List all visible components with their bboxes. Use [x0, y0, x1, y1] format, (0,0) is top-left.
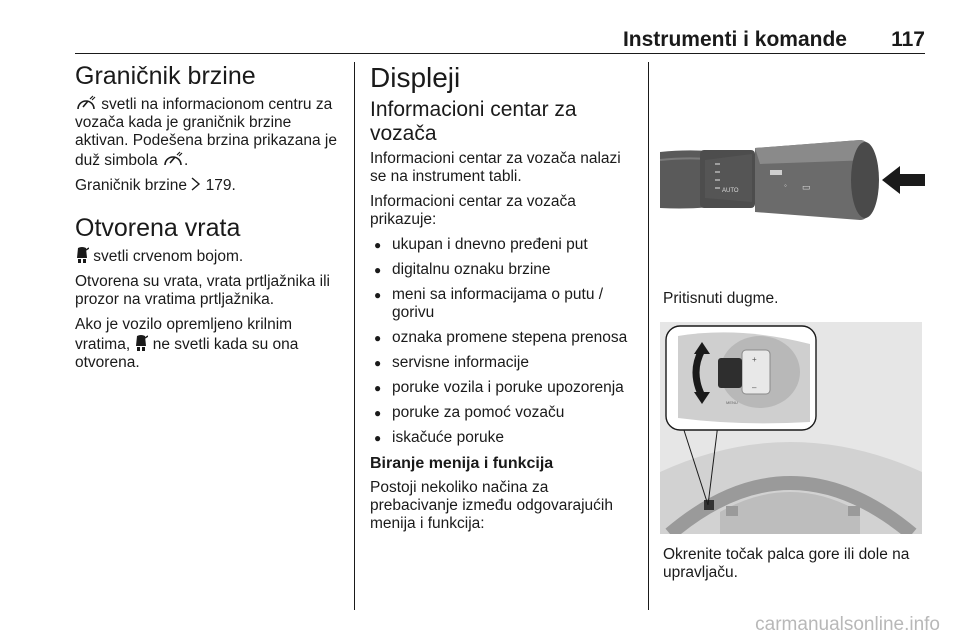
list-item: ● oznaka promene stepena prenosa	[370, 329, 638, 347]
stalk-auto-label: AUTO	[722, 188, 739, 194]
displays-heading: Displeji	[370, 62, 461, 93]
page-number: 117	[891, 28, 925, 51]
displays-text-1: Informacioni centar za vozača nalazi se na instrument tabli.	[370, 150, 621, 185]
list-item: ● iskačuće poruke	[370, 429, 638, 447]
figure-2-caption: Okrenite točak palca gore ili dole na upravljaču.	[663, 546, 910, 581]
reference-page: 179.	[201, 177, 236, 194]
reference-label: Graničnik brzine	[75, 177, 192, 194]
cross-reference-arrow-icon	[191, 177, 201, 191]
list-item: ● digitalnu oznaku brzine	[370, 261, 638, 279]
speed-limiter-text	[75, 94, 347, 170]
open-door-icon	[75, 246, 89, 264]
speed-limiter-reference[interactable]	[75, 177, 347, 195]
menu-selection-text: Postoji nekoliko načina za prebacivanje između odgovarajućih menija i funkcija:	[370, 479, 613, 532]
page-header	[75, 26, 925, 52]
open-door-text-3a: Ako je vozilo opremljeno krilnim vratima,	[75, 316, 293, 353]
display-items-list	[370, 236, 638, 447]
list-item: ● poruke za pomoć vozaču	[370, 404, 638, 422]
menu-selection-heading: Biranje menija i funkcija	[370, 455, 554, 472]
open-door-icon	[134, 334, 148, 352]
open-door-text-2: Otvorena su vrata, vrata prtljažnika ili prozor na vratima prtljažnika.	[75, 273, 330, 308]
driver-info-center-heading: Informacioni centar za vozača	[370, 98, 577, 145]
list-item: ● poruke vozila i poruke upozorenja	[370, 379, 638, 397]
header-title: Instrumenti i komande	[622, 28, 847, 51]
press-arrow-icon	[882, 166, 925, 194]
figure-1-caption: Pritisnuti dugme.	[663, 290, 779, 307]
svg-text:◦: ◦	[784, 181, 787, 190]
svg-text:MENU: MENU	[726, 400, 738, 405]
svg-text:+: +	[752, 355, 757, 364]
list-item: ● ukupan i dnevno pređeni put	[370, 236, 638, 254]
open-door-text-3	[75, 316, 347, 372]
speed-limiter-icon	[75, 94, 97, 112]
open-door-text-3b: ne svetli kada su ona otvorena.	[75, 336, 299, 371]
svg-text:▭: ▭	[802, 182, 811, 192]
watermark: carmanualsonline.info	[755, 614, 940, 635]
speed-limiter-text-body: svetli na informacionom centru za vozača kada je graničnik brzine aktivan. Podešena brzina prikazana je duž simbola	[75, 96, 337, 169]
open-door-text-1	[75, 246, 347, 266]
speed-limiter-text-end: .	[184, 152, 189, 169]
steering-wheel-illustration	[660, 322, 922, 534]
header-rule	[75, 53, 925, 54]
open-door-text-1-body: svetli crvenom bojom.	[89, 248, 244, 265]
list-item: ● meni sa informacijama o putu / gorivu	[370, 286, 638, 322]
svg-text:–: –	[752, 383, 757, 392]
list-item: ● servisne informacije	[370, 354, 638, 372]
speed-limiter-heading: Graničnik brzine	[75, 62, 256, 90]
column-1	[75, 62, 347, 379]
column-divider-1	[354, 62, 355, 610]
open-door-heading: Otvorena vrata	[75, 214, 241, 242]
column-divider-2	[648, 62, 649, 610]
wiper-stalk-illustration	[660, 130, 925, 230]
speed-limiter-icon	[162, 150, 184, 168]
column-2	[370, 62, 638, 540]
displays-text-2: Informacioni centar za vozača prikazuje:	[370, 193, 576, 228]
